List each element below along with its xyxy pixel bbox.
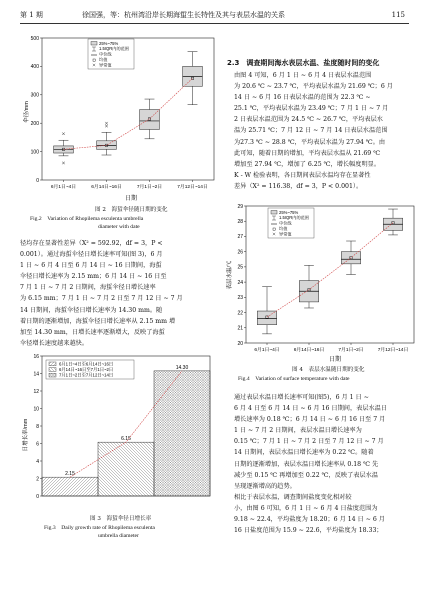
figure-2-caption: 图 2 海蜇伞径随日期的变化 xyxy=(95,207,168,213)
y-tick-label: 12 xyxy=(33,388,39,395)
legend-label: 中位线 xyxy=(279,220,292,226)
header-rule xyxy=(20,23,409,24)
bar-value-label: 6.15 xyxy=(121,436,131,443)
legend-label: 25%~75% xyxy=(279,209,299,215)
figure-2-boxplot xyxy=(18,30,218,202)
legend-label: 7月1日~2日至7月12日~14日 xyxy=(59,372,114,378)
legend-label: 均值 xyxy=(99,57,108,62)
iqr-box xyxy=(257,311,276,325)
figure-3-legend xyxy=(46,360,134,379)
y-tick-label: 24 xyxy=(237,279,243,286)
left-text-line: 加至 14.30 mm，日增长速率逐渐增大，反映了海蜇 xyxy=(20,328,165,336)
y-tick-label: 100 xyxy=(30,149,39,156)
y-tick-label: 23 xyxy=(237,295,243,302)
right-text-line: 为 20.6 ℃ ~ 23.7 ℃，平均表层水温为 21.69 ℃；6 月 xyxy=(234,83,393,91)
figure-2-legend xyxy=(88,39,134,69)
left-text-line: 0.001）。通过海蜇伞径日增长速率可知(图 3)，6 月 xyxy=(20,251,163,259)
figure-2-ylabel: 伞径/mm xyxy=(24,101,30,123)
right-text-line: 14 日期间，表层水温日增长速率为 0.22 ℃。随着 xyxy=(234,449,374,457)
left-text-line: 14 日期间，海蜇伞径日增长速率为 14.30 mm。随 xyxy=(20,306,163,314)
y-tick-label: 0 xyxy=(36,177,39,184)
figure-3-caption-en-2: umbrella diameter xyxy=(98,533,139,539)
right-text-line: 16 日盐度范围为 15.9 ~ 22.6，平均盐度为 18.33； xyxy=(234,527,383,535)
legend-label: 6月14日~16日至7月1日~2日 xyxy=(59,367,114,372)
x-tick-label: 7月1日~2日 xyxy=(136,185,163,190)
legend-label: 均值 xyxy=(279,226,288,231)
iqr-box xyxy=(140,110,160,130)
right-text-line: 由图 4 可知，6 月 1 日 ~ 6 月 4 日表层水温范围 xyxy=(234,72,372,79)
right-text-line: 温为 25.71 ℃；7 月 12 日 ~ 7 月 14 日表层水温范围 xyxy=(234,127,388,135)
y-tick-label: 26 xyxy=(237,249,243,256)
right-text-line: 呈现逐渐增高的趋势。 xyxy=(234,482,296,490)
right-text-line: 增加至 27.94 ℃，增加了 6.25 ℃，增长幅度明显。 xyxy=(234,160,381,168)
y-tick-label: 28 xyxy=(237,219,243,226)
right-text-line: K - W 检验表明，各日期间表层水温均存在显著性 xyxy=(234,171,371,179)
y-tick-label: 0 xyxy=(36,493,39,500)
y-tick-label: 2 xyxy=(36,476,39,483)
left-text-line: 为 6.15 mm；7 月 1 日 ~ 7 月 2 日至 7 月 12 日 ~ 7 月 xyxy=(20,295,183,303)
right-text-line: 相比于表层水温，调查期间盐度变化相对较 xyxy=(234,493,352,501)
left-text-line: 伞径增长速度越来越快。 xyxy=(20,339,89,347)
running-title: 徐国强，等：杭州湾沿岸长期海蜇生长特性及其与表层水温的关系 xyxy=(82,11,285,19)
growth-bar xyxy=(154,371,210,496)
legend-label: 异常值 xyxy=(279,231,292,237)
growth-bar xyxy=(42,477,98,496)
outlier-point xyxy=(62,132,65,135)
right-text-line: 25.1 ℃，平均表层水温为 23.49 ℃；7 月 1 日 ~ 7 月 xyxy=(234,105,389,113)
figure-2-caption-en-2: diameter with date xyxy=(98,224,140,230)
y-tick-label: 10 xyxy=(33,406,39,413)
figure-4-caption-en: Fig.4 Variation of surface temperature with date xyxy=(238,376,350,382)
left-text-line: 1 日 ~ 6 月 4 日至 6 月 14 日 ~ 16 日期间，海蜇 xyxy=(20,262,162,270)
x-tick-label: 7月12日~14日 xyxy=(177,185,208,190)
legend-label: 1.5IQR内的范围 xyxy=(279,215,310,221)
right-text-line: 通过表层水温日增长速率可知(图5)，6 月 1 日 ~ xyxy=(234,394,369,401)
section-heading: 2.3 调查期间海水表层水温、盐度随时间的变化 xyxy=(227,59,380,67)
figure-2-xlabel: 日期 xyxy=(124,196,138,202)
legend-box-swatch xyxy=(271,211,277,215)
right-text-line: 9.18 ~ 22.4，平均盐度为 18.20；6 月 14 日 ~ 6 月 xyxy=(234,516,385,524)
bar-value-label: 14.30 xyxy=(175,364,189,371)
figure-4-caption: 图 4 表层水温随日期的变化 xyxy=(292,367,365,373)
y-tick-label: 25 xyxy=(237,264,243,271)
outlier-point xyxy=(105,125,108,128)
legend-swatch xyxy=(49,368,56,372)
bar-value-label: 2.15 xyxy=(65,471,75,478)
figure-4-legend xyxy=(268,208,314,238)
right-text-line: 14 日 ~ 6 月 16 日表层水温的范围为 22.3 ℃ ~ xyxy=(234,94,371,102)
figure-3-barchart xyxy=(18,350,218,510)
legend-swatch xyxy=(49,373,56,377)
figure-4-xlabel: 日期 xyxy=(328,357,342,363)
x-tick-label: 6月14日~16日 xyxy=(293,348,325,353)
right-text-line: 日期的逐渐增加，表层水温日增长速率从 0.18 ℃ 先 xyxy=(234,460,379,468)
y-tick-label: 500 xyxy=(30,35,39,42)
figure-3-caption: 图 3 海蜇伞径日增长率 xyxy=(90,516,152,522)
right-text-line: 差异（X² = 116.38，df = 3，P < 0.001）。 xyxy=(234,182,363,190)
y-tick-label: 14 xyxy=(33,371,39,378)
right-text-line: 减少至 0.15 ℃ 再增加至 0.22 ℃，反映了表层水温 xyxy=(234,471,379,479)
y-tick-label: 20 xyxy=(237,340,243,347)
mean-trend-line xyxy=(64,78,193,149)
right-text-line: 为27.3 ℃ ~ 28.8 ℃，平均表层水温为 27.94 ℃。由 xyxy=(234,138,386,146)
y-tick-label: 27 xyxy=(237,234,243,241)
left-text-line: 着日期的逐渐增加，海蜇伞径日增长速率从 2.15 mm 增 xyxy=(20,317,176,325)
right-text-line: 增长速率为 0.18 ℃；6 月 14 日 ~ 6 月 16 日至 7 月 xyxy=(234,416,386,424)
y-tick-label: 200 xyxy=(30,121,39,127)
legend-label: 25%~75% xyxy=(99,40,119,46)
x-tick-label: 6月14日~16日 xyxy=(91,185,122,190)
page-number: 115 xyxy=(391,11,405,19)
right-text-line: 2 日表层水温范围为 24.5 ℃ ~ 26.7 ℃，平均表层水 xyxy=(234,116,383,124)
x-tick-label: 7月12日~14日 xyxy=(377,348,409,353)
y-tick-label: 6 xyxy=(36,441,39,448)
right-text-line: 1 日 ~ 7 月 2 日期间，表层水温日增长速率为 xyxy=(234,427,362,435)
y-tick-label: 400 xyxy=(30,64,39,71)
right-text-line: 此可知，随着日期的增加，平均表层水温从 21.69 ℃ xyxy=(234,149,381,157)
left-text-line: 7 月 1 日 ~ 7 月 2 日期间，海蜇伞径日增长速率 xyxy=(20,284,156,292)
x-tick-label: 6月1日~4日 xyxy=(254,348,280,353)
left-text-line: 径均存在显著性差异（X² = 592.92，df = 3，P < xyxy=(20,240,163,247)
outlier-point xyxy=(105,122,108,125)
left-paragraph xyxy=(20,238,216,349)
y-tick-label: 8 xyxy=(36,423,39,430)
right-text-line: 小，由图 6 可知，6 月 1 日 ~ 6 月 4 日盐度范围为 xyxy=(234,504,378,512)
y-tick-label: 16 xyxy=(33,353,39,360)
right-paragraph-top xyxy=(234,70,420,192)
y-tick-label: 4 xyxy=(36,458,39,465)
x-tick-label: 7月1日~2日 xyxy=(338,348,364,353)
figure-3-ylabel: 日增长率/mm xyxy=(23,418,29,452)
right-text-line: 6 月 4 日至 6 月 14 日 ~ 6 月 16 日期间，表层水温日 xyxy=(234,405,388,413)
figure-3-caption-en: Fig.3 Daily growth rate of Rhopilema esculenta xyxy=(44,525,155,531)
figure-3-bars xyxy=(42,365,210,496)
right-text-line: 0.15 ℃；7 月 1 日 ~ 7 月 2 日至 7 月 12 日 ~ 7 月 xyxy=(234,438,384,446)
growth-bar xyxy=(98,442,154,496)
figure-4-ylabel: 表层水温/℃ xyxy=(227,260,233,290)
y-tick-label: 300 xyxy=(30,92,39,99)
journal-issue: 第 1 期 xyxy=(20,11,43,19)
y-tick-label: 29 xyxy=(237,203,243,210)
y-tick-label: 21 xyxy=(237,325,243,332)
y-tick-label: 22 xyxy=(237,310,243,317)
legend-label: 中位线 xyxy=(99,51,112,57)
outlier-point xyxy=(62,162,65,165)
x-tick-label: 6月1日~4日 xyxy=(50,185,77,190)
left-text-line: 伞径日增长速率为 2.15 mm；6 月 14 日 ~ 16 日至 xyxy=(20,273,167,281)
figure-2-caption-en: Fig.2 Variation of Rhopilema esculenta umbrella xyxy=(30,216,144,222)
legend-label: 异常值 xyxy=(99,62,112,68)
legend-label: 6月1日~4日至6月14日~16日 xyxy=(59,361,114,367)
legend-label: 1.5IQR内的范围 xyxy=(99,46,130,52)
figure-4-boxplot xyxy=(222,200,418,363)
right-paragraph-bottom xyxy=(234,392,420,536)
legend-swatch xyxy=(49,362,56,366)
legend-box-swatch xyxy=(91,42,97,46)
